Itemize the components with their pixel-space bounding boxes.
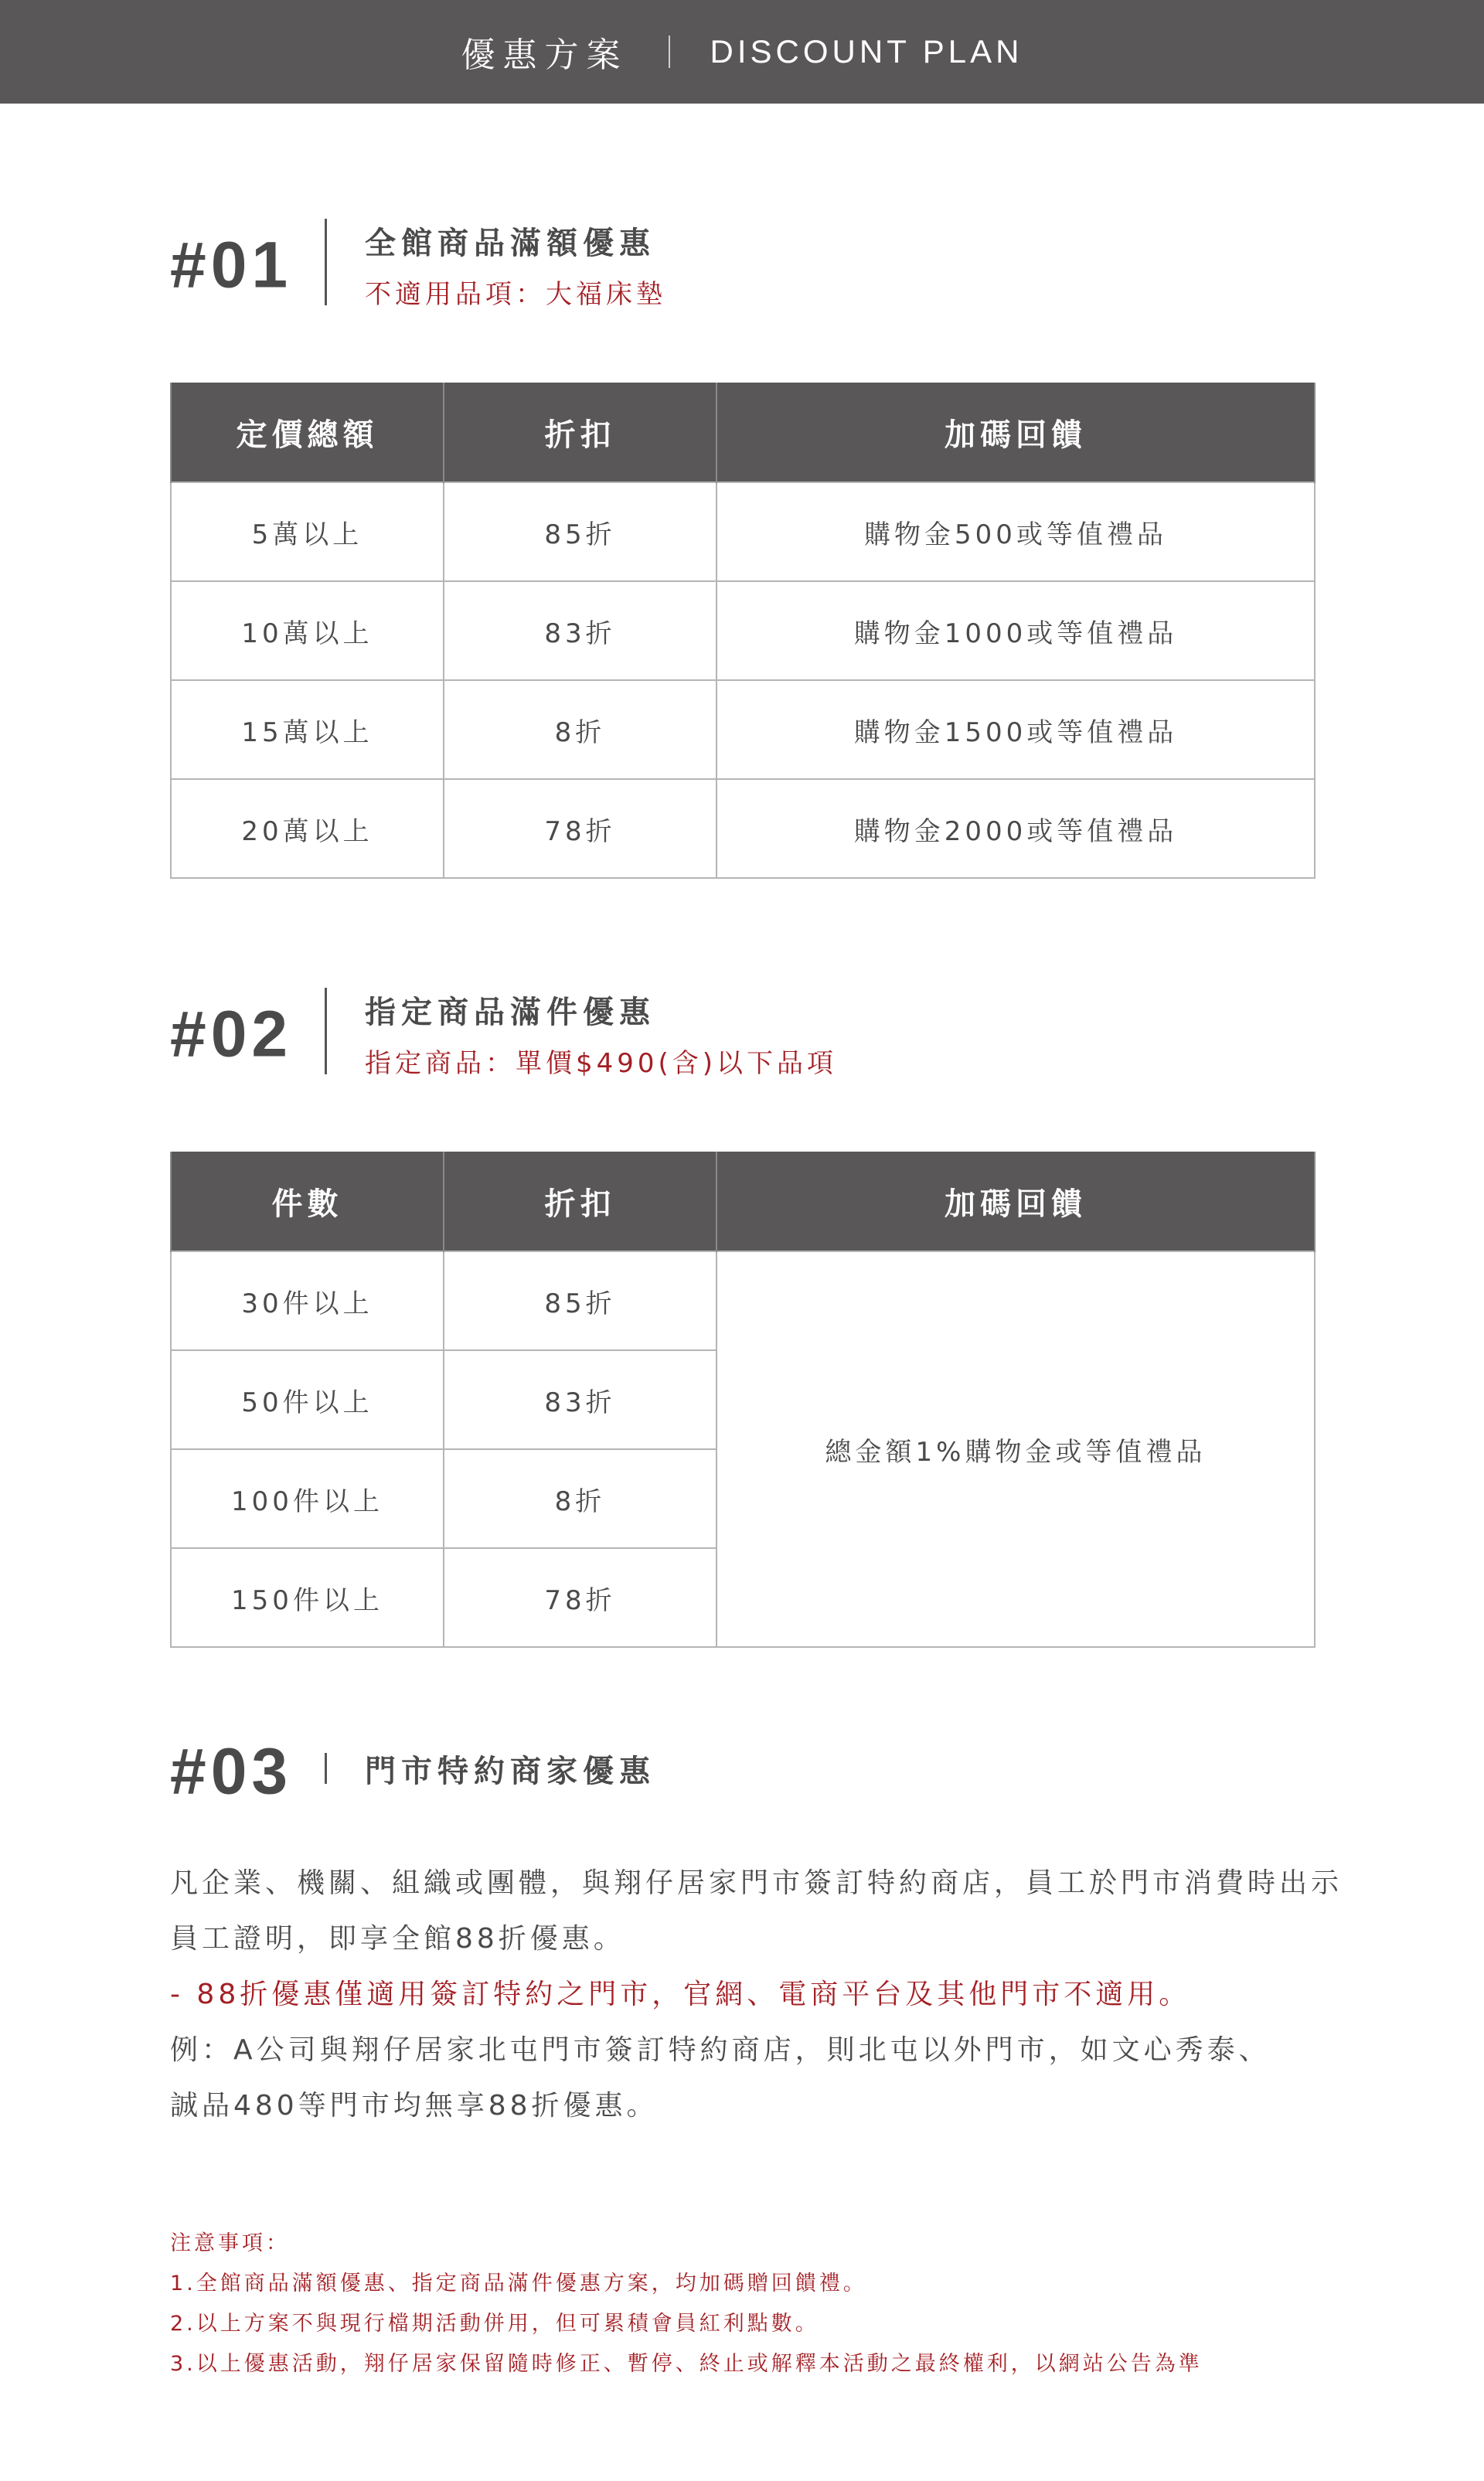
table-cell: 10萬以上 xyxy=(171,581,444,680)
section1-divider xyxy=(325,219,327,305)
table-cell: 購物金2000或等值禮品 xyxy=(716,779,1315,878)
section1-number: #01 xyxy=(170,228,293,301)
section3-divider xyxy=(325,1753,327,1784)
column-header: 加碼回饋 xyxy=(716,1152,1315,1251)
section3-title: 門市特約商家優惠 xyxy=(365,1754,655,1789)
table-cell: 100件以上 xyxy=(171,1449,444,1548)
table-row xyxy=(171,1251,1315,1350)
table-cell: 150件以上 xyxy=(171,1548,444,1647)
section2-number: #02 xyxy=(170,997,293,1070)
table-cell: 85折 xyxy=(444,1251,716,1350)
notes-item: 2.以上方案不與現行檔期活動併用，但可累積會員紅利點數。 xyxy=(170,2312,819,2336)
column-header: 折扣 xyxy=(444,383,716,482)
section3-example: 誠品480等門市均無享88折優惠。 xyxy=(170,2090,659,2122)
column-header: 折扣 xyxy=(444,1152,716,1251)
notes-item: 1.全館商品滿額優惠、指定商品滿件優惠方案，均加碼贈回饋禮。 xyxy=(170,2272,867,2296)
section3-example: 例：A公司與翔仔居家北屯門市簽訂特約商店，則北屯以外門市，如文心秀泰、 xyxy=(170,2034,1271,2066)
table-cell: 30件以上 xyxy=(171,1251,444,1350)
section3-paragraph: 員工證明，即享全館88折優惠。 xyxy=(170,1923,625,1955)
section1-heading xyxy=(170,219,1314,311)
table-cell: 83折 xyxy=(444,581,716,680)
page-header xyxy=(0,0,1484,104)
table-cell: 50件以上 xyxy=(171,1350,444,1449)
table-cell: 購物金500或等值禮品 xyxy=(716,482,1315,581)
table-cell: 78折 xyxy=(444,1548,716,1647)
table-row xyxy=(171,482,1315,581)
column-header: 定價總額 xyxy=(171,383,444,482)
header-title-en: DISCOUNT PLAN xyxy=(710,33,1023,70)
table-cell: 83折 xyxy=(444,1350,716,1449)
table-row xyxy=(171,581,1315,680)
section2-table xyxy=(170,1152,1316,1648)
header-title-zh: 優惠方案 xyxy=(461,36,628,75)
table-cell: 購物金1500或等值禮品 xyxy=(716,680,1315,779)
section1-table xyxy=(170,383,1316,879)
column-header: 加碼回饋 xyxy=(716,383,1315,482)
table-cell: 78折 xyxy=(444,779,716,878)
section2-subtitle: 指定商品：單價$490(含)以下品項 xyxy=(365,1048,838,1079)
table-row xyxy=(171,680,1315,779)
merged-reward-cell: 總金額1%購物金或等值禮品 xyxy=(716,1251,1315,1647)
column-header: 件數 xyxy=(171,1152,444,1251)
section1-title: 全館商品滿額優惠 xyxy=(365,226,655,261)
section2-title: 指定商品滿件優惠 xyxy=(365,995,655,1030)
table-cell: 5萬以上 xyxy=(171,482,444,581)
table-row xyxy=(171,779,1315,878)
section3-number: #03 xyxy=(170,1734,293,1808)
table-header-row xyxy=(171,1152,1315,1251)
table-cell: 15萬以上 xyxy=(171,680,444,779)
section3-paragraph: 凡企業、機關、組織或團體，與翔仔居家門市簽訂特約商店，員工於門市消費時出示 xyxy=(170,1867,1343,1899)
section3-heading xyxy=(170,1725,1314,1818)
table-header-row xyxy=(171,383,1315,482)
section2-divider xyxy=(325,988,327,1074)
table-cell: 8折 xyxy=(444,680,716,779)
notes-title: 注意事項： xyxy=(170,2231,290,2255)
notes-item: 3.以上優惠活動，翔仔居家保留隨時修正、暫停、終止或解釋本活動之最終權利，以網站公告為準 xyxy=(170,2352,1203,2376)
section1-subtitle: 不適用品項：大福床墊 xyxy=(365,279,666,310)
table-cell: 85折 xyxy=(444,482,716,581)
section2-heading xyxy=(170,988,1314,1081)
header-divider xyxy=(669,36,670,68)
table-cell: 20萬以上 xyxy=(171,779,444,878)
table-cell: 購物金1000或等值禮品 xyxy=(716,581,1315,680)
table-cell: 8折 xyxy=(444,1449,716,1548)
section3-exclusion-note: - 88折優惠僅適用簽訂特約之門市，官網、電商平台及其他門市不適用。 xyxy=(170,1979,1191,2010)
